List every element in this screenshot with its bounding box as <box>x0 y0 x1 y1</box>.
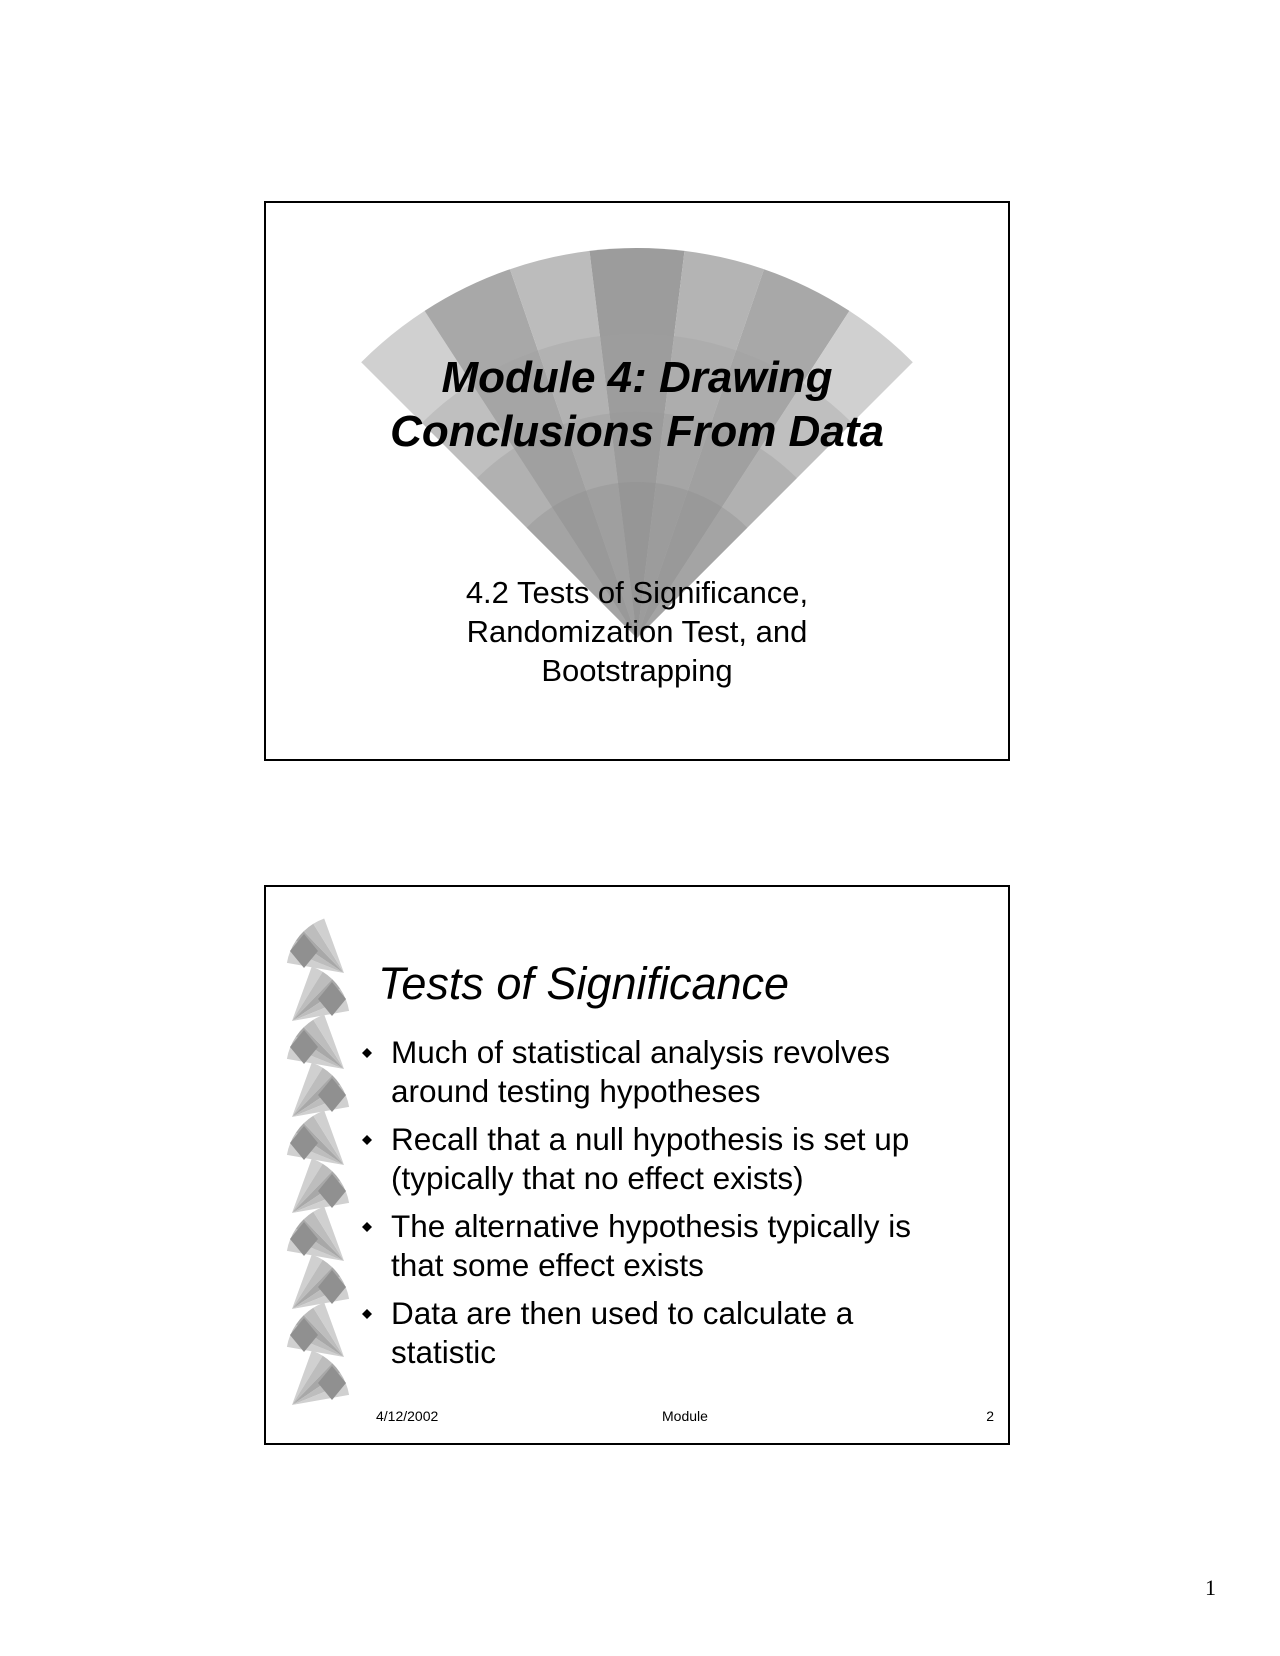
list-item <box>362 1120 962 1198</box>
diamond-bullet-icon <box>362 1135 372 1145</box>
diamond-bullet-icon <box>362 1309 372 1319</box>
bullet-line: around testing hypotheses <box>391 1073 761 1109</box>
slide-heading: Tests of Significance <box>378 958 790 1009</box>
bullet-line: Much of statistical analysis revolves <box>391 1034 890 1070</box>
bullet-line: The alternative hypothesis typically is <box>391 1208 911 1244</box>
bullet-list <box>362 1033 962 1381</box>
footer-date: 4/12/2002 <box>376 1408 439 1424</box>
content-slide <box>264 885 1010 1445</box>
page-number: 1 <box>1205 1575 1216 1600</box>
bullet-line: statistic <box>391 1334 497 1370</box>
bullet-line: that some effect exists <box>391 1247 704 1283</box>
slide-title-line-1: Module 4: Drawing <box>441 353 833 402</box>
slide-subtitle-line-1: 4.2 Tests of Significance, <box>465 575 809 610</box>
list-item <box>362 1294 962 1372</box>
diamond-bullet-icon <box>362 1048 372 1058</box>
bullet-line: Data are then used to calculate a <box>391 1295 854 1331</box>
diamond-bullet-icon <box>362 1222 372 1232</box>
slide-subtitle-line-2: Randomization Test, and <box>466 614 808 649</box>
footer-module: Module <box>662 1408 708 1424</box>
slide-subtitle-line-3: Bootstrapping <box>541 653 733 688</box>
slide-title <box>266 351 1008 459</box>
slide-subtitle <box>266 573 1008 690</box>
list-item <box>362 1207 962 1285</box>
bullet-line: (typically that no effect exists) <box>391 1160 804 1196</box>
footer-slide-number: 2 <box>986 1408 994 1424</box>
bullet-line: Recall that a null hypothesis is set up <box>391 1121 910 1157</box>
title-slide <box>264 201 1010 761</box>
list-item <box>362 1033 962 1111</box>
slide-title-line-2: Conclusions From Data <box>390 407 884 456</box>
